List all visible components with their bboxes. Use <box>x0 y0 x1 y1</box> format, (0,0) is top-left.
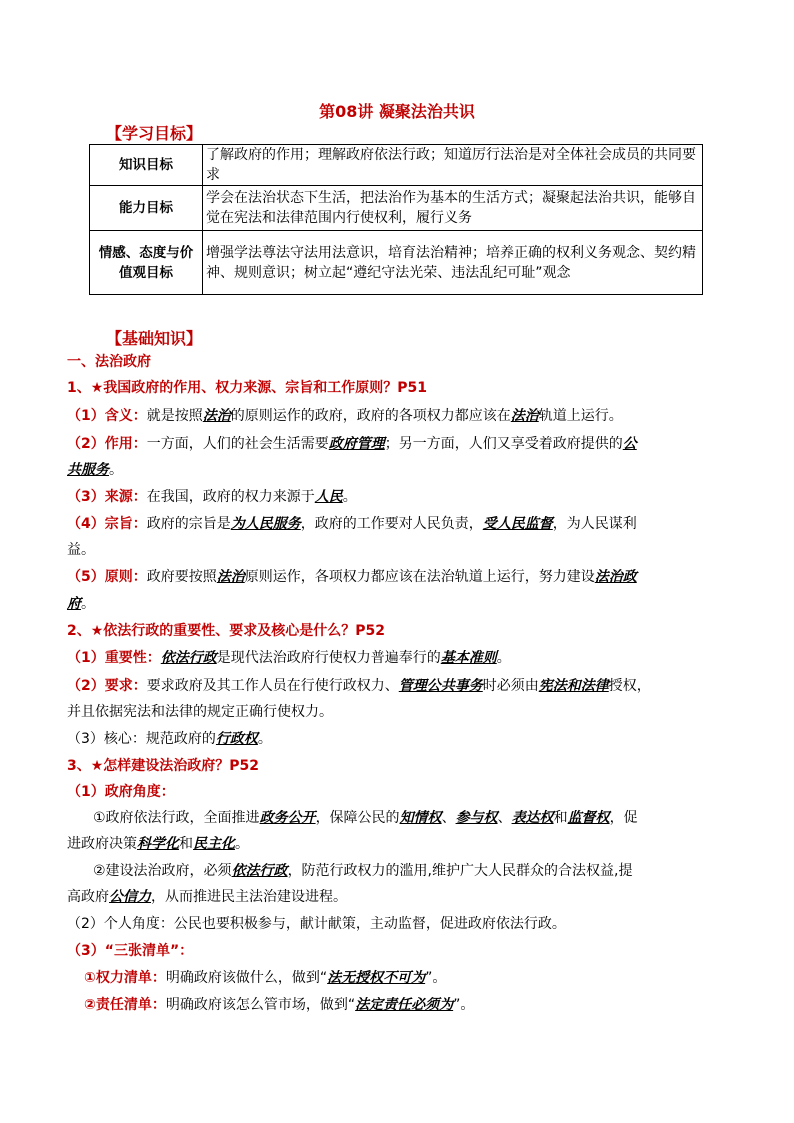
text: 原则运作，各项权力都应该在法治轨道上运行，努力建设 <box>244 569 595 585</box>
goal-text: 增强学法尊法守法用法意识，培育法治精神；培养正确的权利义务观念、契约精神、规则意识；树立起“遵纪守法光荣、违法乱纪可耻”观念 <box>203 231 703 295</box>
answer-line <box>67 460 724 480</box>
page-title: 第08讲 凝聚法治共识 <box>319 102 475 121</box>
text: 。 <box>342 489 357 505</box>
keyword: 公 <box>622 436 637 452</box>
item-label: （5）原则： <box>67 569 147 585</box>
answer-line <box>67 434 724 454</box>
keyword: 民主化 <box>193 836 235 852</box>
item-label: （3）来源： <box>67 489 147 505</box>
item-label: （1）含义： <box>67 408 147 424</box>
item-label: （1）政府角度： <box>67 784 175 800</box>
answer-line <box>67 729 724 749</box>
text: 是现代法治政府行使权力普遍奉行的 <box>216 650 441 666</box>
keyword: 法治 <box>510 408 539 424</box>
text: 政府要按照 <box>146 569 217 585</box>
basics-heading: 【基础知识】 <box>106 329 203 348</box>
keyword: 政务公开 <box>259 810 316 826</box>
text: 的原则运作的政府，政府的各项权力都应该在 <box>230 408 511 424</box>
answer-line <box>67 941 724 961</box>
answer-line <box>67 406 724 426</box>
answer-line <box>67 540 724 560</box>
keyword: 府 <box>67 596 81 612</box>
text: 益。 <box>67 542 95 558</box>
keyword: 监督权 <box>567 810 610 826</box>
goal-label: 知识目标 <box>90 145 203 186</box>
keyword: 管理公共事务 <box>398 678 483 694</box>
question-heading: 1、★我国政府的作用、权力来源、宗旨和工作原则？P51 <box>67 380 428 396</box>
text: 。 <box>235 836 249 852</box>
text: 明确政府该怎么管市场，做到“ <box>165 997 356 1013</box>
answer-line <box>67 887 724 907</box>
item-label: （3）核心： <box>67 731 146 747</box>
answer-line <box>67 648 724 668</box>
question-heading: 2、★依法行政的重要性、要求及核心是什么？P52 <box>67 623 386 639</box>
text: ，保障公民的 <box>315 810 400 826</box>
text: 一方面，人们的社会生活需要 <box>146 436 329 452</box>
item-label: （2）要求： <box>67 678 147 694</box>
part-heading: 一、法治政府 <box>67 354 151 370</box>
text: ，促 <box>609 810 638 826</box>
keyword: 人民 <box>314 489 343 505</box>
answer-line <box>84 995 724 1015</box>
text: 时必须由 <box>482 678 539 694</box>
text: 规范政府的 <box>145 731 216 747</box>
item-label: ①权力清单： <box>84 970 166 986</box>
text: 就是按照 <box>146 408 203 424</box>
keyword: 公信力 <box>109 889 151 905</box>
text: 、 <box>497 810 512 826</box>
goal-label: 情感、态度与价值观目标 <box>90 231 203 295</box>
goals-heading: 【学习目标】 <box>106 124 203 143</box>
answer-line <box>67 702 724 722</box>
keyword: 基本准则 <box>440 650 497 666</box>
answer-line <box>67 567 724 587</box>
keyword: 法无授权不可为 <box>327 970 426 986</box>
text: 并且依据宪法和法律的规定正确行使权力。 <box>67 704 333 720</box>
text: 。 <box>109 462 123 478</box>
item-label: （2）作用： <box>67 436 147 452</box>
keyword: 宪法和法律 <box>538 678 609 694</box>
text: 要求政府及其工作人员在行使行政权力、 <box>146 678 399 694</box>
keyword: 依法行政 <box>231 863 288 879</box>
answer-line <box>67 594 724 614</box>
answer-line <box>67 514 724 534</box>
text: 。 <box>257 731 272 747</box>
answer-line <box>67 834 724 854</box>
keyword: 参与权 <box>455 810 498 826</box>
text: 和 <box>179 836 193 852</box>
table-row <box>90 145 703 186</box>
text: ，为人民谋利 <box>552 516 637 532</box>
text: 政府的宗旨是 <box>146 516 231 532</box>
text: 、 <box>441 810 456 826</box>
keyword: 行政权 <box>215 731 258 747</box>
goals-table <box>89 144 703 295</box>
keyword: 为人民服务 <box>230 516 301 532</box>
answer-line: （2）个人角度：公民也要积极参与，献计献策，主动监督，促进政府依法行政。 <box>67 916 566 932</box>
keyword: 科学化 <box>137 836 179 852</box>
table-row <box>90 231 703 295</box>
keyword: 法治 <box>216 569 245 585</box>
keyword: 法定责任必须为 <box>355 997 454 1013</box>
goal-label: 能力目标 <box>90 186 203 231</box>
item-label: （1）重要性： <box>67 650 161 666</box>
item-label: ②责任清单： <box>84 997 166 1013</box>
text: 授权， <box>608 678 651 694</box>
keyword: 共服务 <box>67 462 109 478</box>
text: ”。 <box>453 997 475 1013</box>
table-row <box>90 186 703 231</box>
text: 高政府 <box>67 889 109 905</box>
answer-line <box>67 487 724 507</box>
keyword: 知情权 <box>399 810 442 826</box>
item-label: （3）“三张清单”： <box>67 943 194 959</box>
keyword: 法治政 <box>594 569 637 585</box>
text: ，防范行政权力的滥用,维护广大人民群众的合法权益,提 <box>287 863 633 879</box>
goal-text: 学会在法治状态下生活，把法治作为基本的生活方式；凝聚起法治共识，能够自觉在宪法和法律范围内行使权利，履行义务 <box>203 186 703 231</box>
keyword: 依法行政 <box>160 650 217 666</box>
text: ”。 <box>425 970 447 986</box>
answer-line <box>67 676 724 696</box>
answer-line <box>93 861 724 881</box>
text: 明确政府该做什么，做到“ <box>165 970 328 986</box>
text: ，政府的工作要对人民负责， <box>300 516 483 532</box>
answer-line <box>84 968 724 988</box>
keyword: 受人民监督 <box>482 516 553 532</box>
text: ①政府依法行政，全面推进 <box>93 810 260 826</box>
text: 。 <box>81 596 95 612</box>
text: 。 <box>496 650 511 666</box>
text: 进政府决策 <box>67 836 137 852</box>
text: 在我国，政府的权力来源于 <box>146 489 315 505</box>
question-heading: 3、★怎样建设法治政府？P52 <box>67 758 260 774</box>
keyword: 表达权 <box>511 810 554 826</box>
text: ，从而推进民主法治建设进程。 <box>151 889 347 905</box>
item-label: （4）宗旨： <box>67 516 147 532</box>
keyword: 法治 <box>202 408 231 424</box>
text: 和 <box>553 810 568 826</box>
text: ；另一方面，人们又享受着政府提供的 <box>384 436 623 452</box>
answer-line <box>93 808 724 828</box>
answer-line <box>67 782 724 802</box>
keyword: 政府管理 <box>328 436 385 452</box>
goal-text: 了解政府的作用；理解政府依法行政；知道厉行法治是对全体社会成员的共同要求 <box>203 145 703 186</box>
text: 轨道上运行。 <box>538 408 623 424</box>
text: ②建设法治政府，必须 <box>93 863 232 879</box>
